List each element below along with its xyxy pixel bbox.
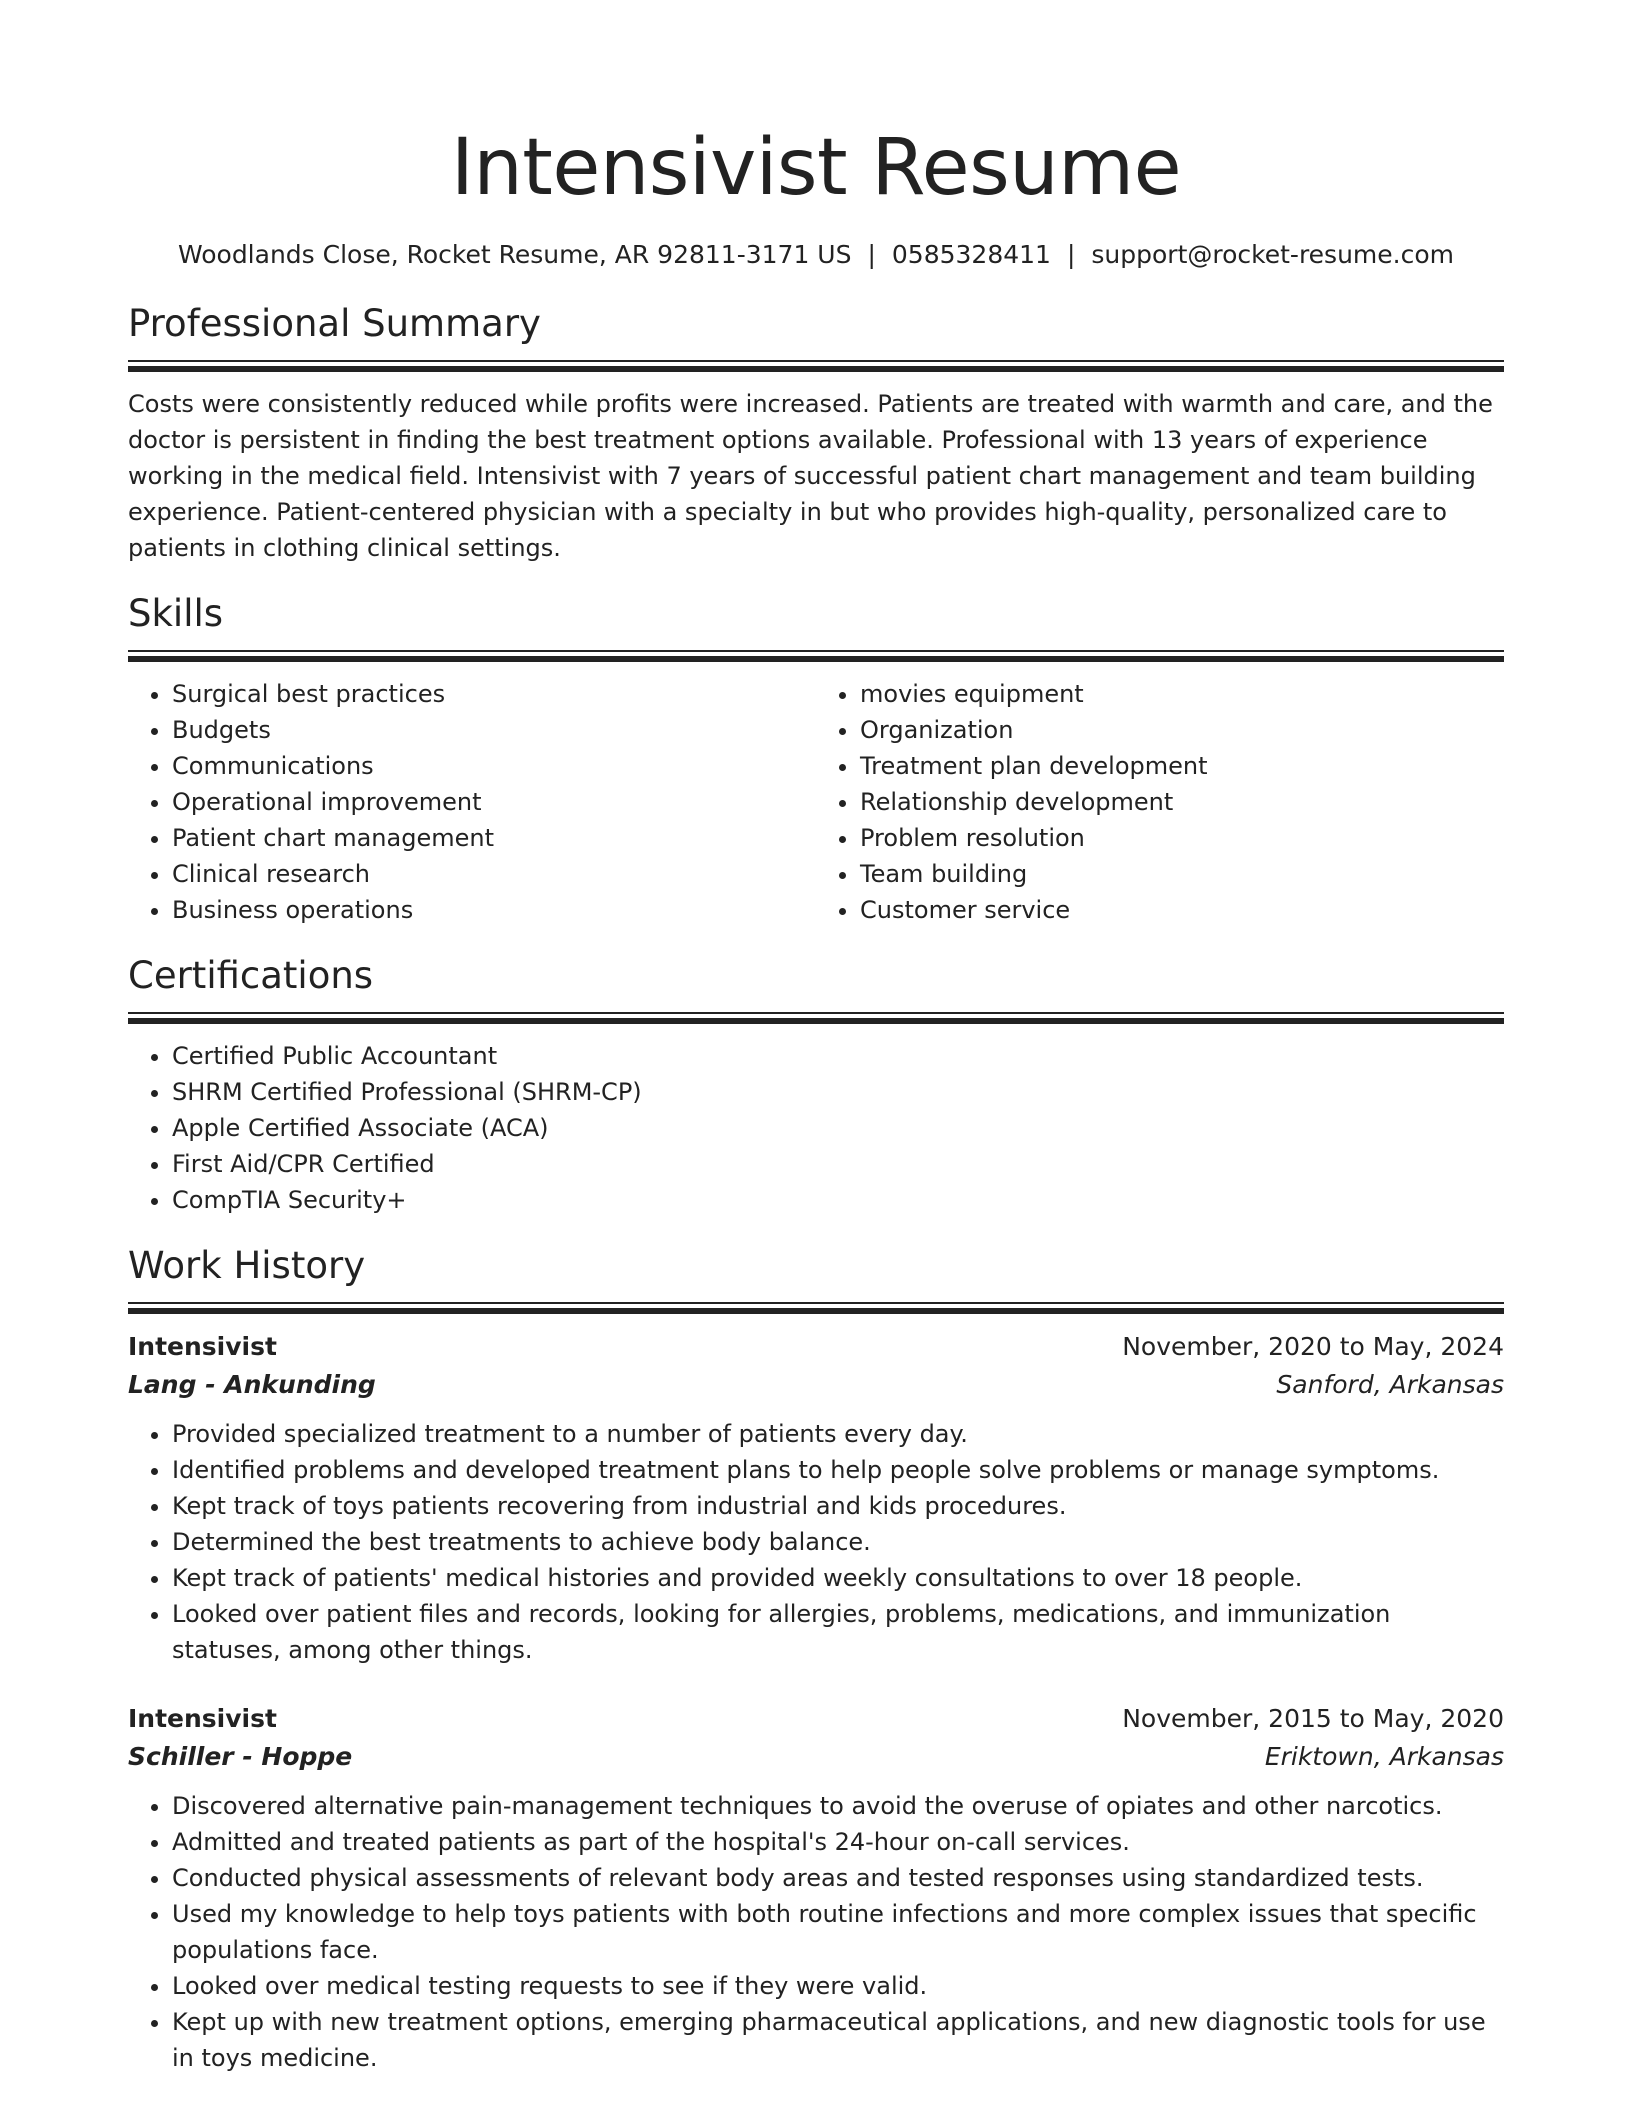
separator: | [867, 240, 876, 269]
resume-page [128, 0, 1504, 2076]
job-header [128, 1328, 1504, 1366]
section-divider [128, 1302, 1504, 1314]
summary-text: Costs were consistently reduced while profits were increased. Patients are treated with warmth and care, and the doctor is persistent in finding the best treatment options available. Professional with 13 years of experience working in the medical field. Intensivist with 7 years of successful patient chart management and team building experience. Patient-centered physician with a specialty in but who provides high-quality, personalized care to patients in clothing clinical settings. [128, 390, 1493, 562]
certification-item: • CompTIA Security+ [172, 1182, 1504, 1218]
skill-item: • Clinical research [172, 856, 816, 892]
skills-column-right [816, 676, 1504, 928]
job-location: Eriktown, Arkansas [1264, 1742, 1504, 1771]
job-dates: November, 2020 to May, 2024 [1122, 1332, 1504, 1361]
job-entry [128, 1700, 1504, 2076]
email: support@rocket-resume.com [1091, 240, 1455, 269]
certification-item: • Apple Certified Associate (ACA) [172, 1110, 1504, 1146]
job-location: Sanford, Arkansas [1276, 1370, 1504, 1399]
job-dates: November, 2015 to May, 2020 [1122, 1704, 1504, 1733]
section-heading-certifications: Certifications [128, 954, 374, 997]
job-company: Schiller - Hoppe [128, 1742, 353, 1771]
summary-section [128, 300, 1504, 566]
certification-item: • SHRM Certified Professional (SHRM-CP) [172, 1074, 1504, 1110]
address: Woodlands Close, Rocket Resume, AR 92811-3171 US [177, 240, 852, 269]
certifications-section [128, 952, 1504, 1218]
job-bullet: • Provided specialized treatment to a number of patients every day. [172, 1416, 1504, 1452]
section-divider [128, 650, 1504, 662]
job-bullet: • Looked over medical testing requests to see if they were valid. [172, 1968, 1504, 2004]
job-bullet: • Kept up with new treatment options, emerging pharmaceutical applications, and new diagnostic tools for use in toys medicine. [172, 2004, 1504, 2076]
job-subheader [128, 1366, 1504, 1404]
job-bullet: • Discovered alternative pain-management techniques to avoid the overuse of opiates and other narcotics. [172, 1788, 1504, 1824]
skill-item: • Relationship development [860, 784, 1504, 820]
job-bullet: • Identified problems and developed treatment plans to help people solve problems or manage symptoms. [172, 1452, 1504, 1488]
section-heading-skills: Skills [128, 592, 224, 635]
job-title: Intensivist [128, 1332, 277, 1361]
certification-item: • Certified Public Accountant [172, 1038, 1504, 1074]
job-bullet: • Kept track of patients' medical histories and provided weekly consultations to over 18 people. [172, 1560, 1504, 1596]
skill-item: • Team building [860, 856, 1504, 892]
job-subheader [128, 1738, 1504, 1776]
work-history-section [128, 1242, 1504, 2076]
contact-line [128, 238, 1504, 272]
skill-item: • Customer service [860, 892, 1504, 928]
job-bullet: • Used my knowledge to help toys patients with both routine infections and more complex issues that specific populations face. [172, 1896, 1504, 1968]
skill-item: • Business operations [172, 892, 816, 928]
section-divider [128, 360, 1504, 372]
skill-item: • Surgical best practices [172, 676, 816, 712]
skill-item: • Operational improvement [172, 784, 816, 820]
job-bullet: • Kept track of toys patients recovering from industrial and kids procedures. [172, 1488, 1504, 1524]
job-entry [128, 1328, 1504, 1668]
page-title: Intensivist Resume [450, 123, 1182, 213]
job-company: Lang - Ankunding [128, 1370, 376, 1399]
certification-item: • First Aid/CPR Certified [172, 1146, 1504, 1182]
job-header [128, 1700, 1504, 1738]
section-divider [128, 1012, 1504, 1024]
skill-item: • Patient chart management [172, 820, 816, 856]
skill-item: • Communications [172, 748, 816, 784]
skill-item: • Problem resolution [860, 820, 1504, 856]
certifications-list [128, 1038, 1504, 1218]
job-bullet: • Looked over patient files and records, looking for allergies, problems, medications, and immunization statuses, among other things. [172, 1596, 1504, 1668]
skill-item: • Organization [860, 712, 1504, 748]
job-title: Intensivist [128, 1704, 277, 1733]
separator: | [1066, 240, 1076, 269]
skill-item: • Treatment plan development [860, 748, 1504, 784]
skills-section [128, 590, 1504, 928]
skill-item: • movies equipment [860, 676, 1504, 712]
job-bullet: • Admitted and treated patients as part of the hospital's 24-hour on-call services. [172, 1824, 1504, 1860]
skills-grid [128, 676, 1504, 928]
phone: 0585328411 [891, 240, 1051, 269]
section-heading-summary: Professional Summary [128, 302, 541, 345]
job-bullet: • Conducted physical assessments of relevant body areas and tested responses using standardized tests. [172, 1860, 1504, 1896]
job-bullets [128, 1416, 1504, 1668]
skill-item: • Budgets [172, 712, 816, 748]
job-bullets [128, 1788, 1504, 2076]
job-bullet: • Determined the best treatments to achieve body balance. [172, 1524, 1504, 1560]
skills-column-left [128, 676, 816, 928]
section-heading-work-history: Work History [128, 1244, 366, 1287]
